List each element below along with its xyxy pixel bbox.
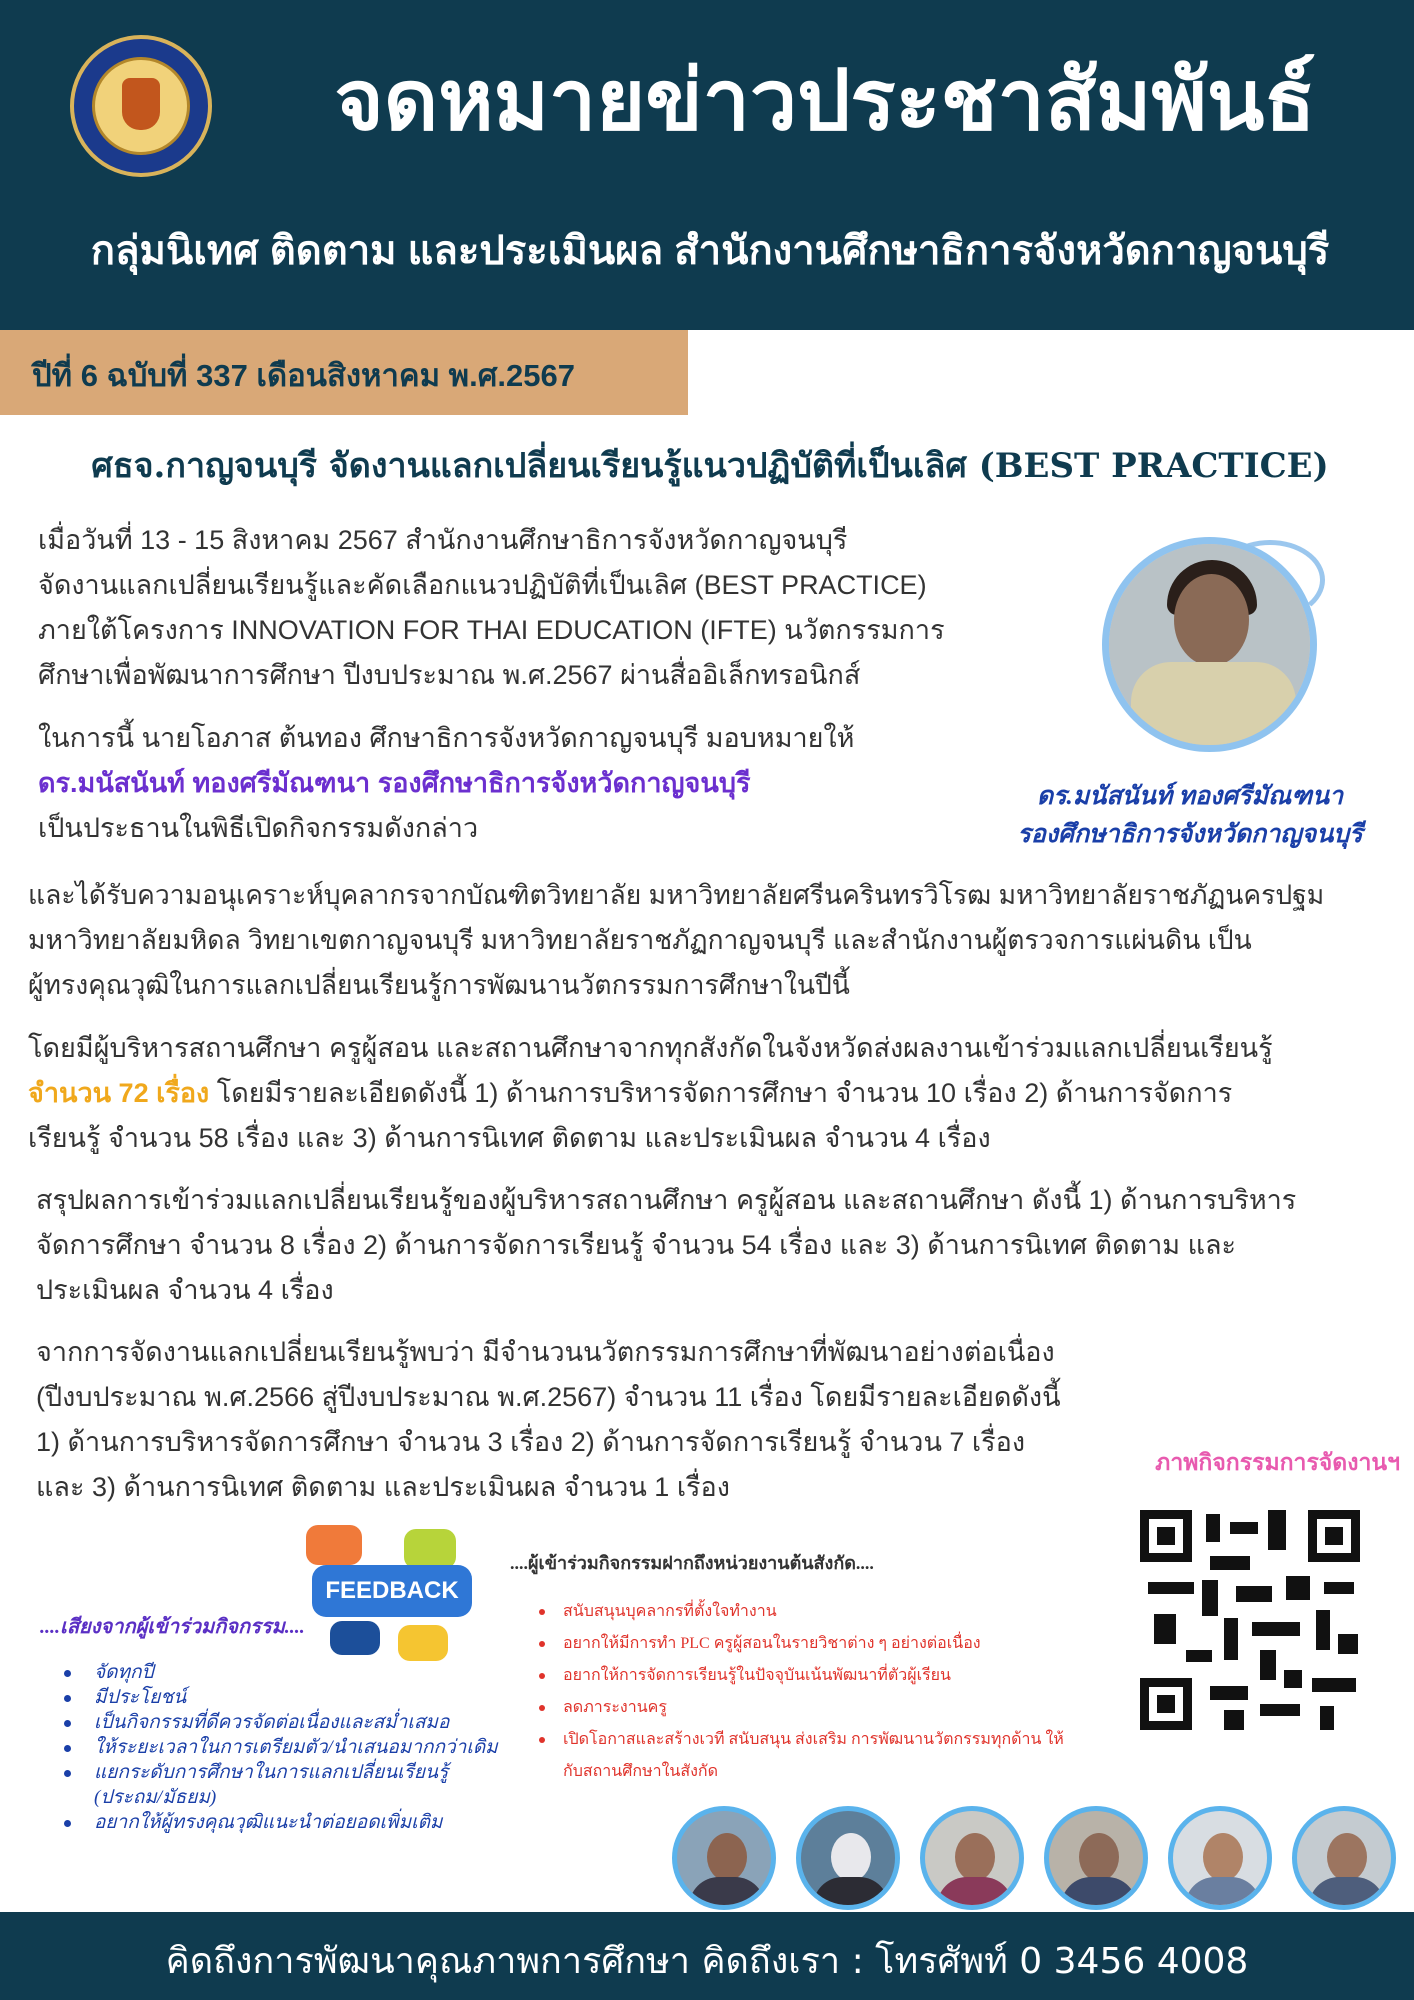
portrait-uniform [1131, 662, 1296, 752]
intro-line: ศึกษาเพื่อพัฒนาการศึกษา ปีงบประมาณ พ.ศ.2567 ผ่านสื่ออิเล็กทรอนิกส์ [38, 660, 861, 690]
qr-finder-top-right [1308, 1510, 1360, 1562]
summary-line: ประเมินผล จำนวน 4 เรื่อง [36, 1275, 334, 1305]
list-item: มีประโยชน์ [60, 1685, 500, 1710]
intro-line: เมื่อวันที่ 13 - 15 สิงหาคม 2567 สำนักงานศึกษาธิการจังหวัดกาญจนบุรี [38, 525, 848, 555]
participant-avatar [1292, 1806, 1396, 1910]
newsletter-title: จดหมายข่าวประชาสัมพันธ์ [334, 53, 1316, 147]
list-item: เปิดโอกาสและสร้างเวที สนับสนุน ส่งเสริม การพัฒนานวัตกรรมทุกด้าน ให้กับสถานศึกษาในสังกัด [535, 1724, 1075, 1788]
participant-photos [672, 1806, 1400, 1911]
portrait-face [1174, 574, 1249, 666]
participant-avatar [672, 1806, 776, 1910]
qr-module [1252, 1622, 1300, 1636]
participant-avatar [796, 1806, 900, 1910]
submissions-line [28, 1071, 1414, 1116]
avatar-torso [813, 1877, 889, 1910]
caption-position: รองศึกษาธิการจังหวัดกาญจนบุรี [1017, 821, 1363, 848]
summary-paragraph [36, 1178, 1414, 1313]
activity-photos-label: ภาพกิจกรรมการจัดงานฯ [1155, 1449, 1400, 1475]
contact-footer: คิดถึงการพัฒนาคุณภาพการศึกษา คิดถึงเรา : โทรศัพท์ 0 3456 4008 [165, 1941, 1249, 1982]
list-item: จัดทุกปี [60, 1660, 500, 1685]
assign-line: เป็นประธานในพิธีเปิดกิจกรรมดังกล่าว [38, 813, 479, 843]
feedback-graphic [300, 1525, 480, 1665]
findings-line: 1) ด้านการบริหารจัดการศึกษา จำนวน 3 เรื่อง 2) ด้านการจัดการเรียนรู้ จำนวน 7 เรื่อง [36, 1427, 1026, 1457]
list-item: สนับสนุนบุคลากรที่ตั้งใจทำงาน [535, 1596, 1075, 1628]
list-item: อยากให้มีการทำ PLC ครูผู้สอนในรายวิชาต่าง ๆ อย่างต่อเนื่อง [535, 1628, 1075, 1660]
avatar-face [707, 1833, 747, 1881]
requests-title: ....ผู้เข้าร่วมกิจกรรมฝากถึงหน่วยงานต้นสังกัด.... [510, 1553, 874, 1573]
speech-bubble-icon [306, 1525, 362, 1565]
department-subtitle: กลุ่มนิเทศ ติดตาม และประเมินผล สำนักงานศึกษาธิการจังหวัดกาญจนบุรี [90, 229, 1330, 273]
issue-info: ปีที่ 6 ฉบับที่ 337 เดือนสิงหาคม พ.ศ.2567 [32, 358, 575, 393]
qr-module [1338, 1634, 1358, 1654]
submission-count-highlight: จำนวน 72 เรื่อง [28, 1078, 210, 1108]
qr-finder-top-left [1140, 1510, 1192, 1562]
avatar-face [1203, 1833, 1243, 1881]
experts-line: ผู้ทรงคุณวุฒิในการแลกเปลี่ยนเรียนรู้การพัฒนานวัตกรรมการศึกษาในปีนี้ [28, 970, 850, 1000]
findings-line: (ปีงบประมาณ พ.ศ.2566 สู่ปีงบประมาณ พ.ศ.2567) จำนวน 11 เรื่อง โดยมีรายละเอียดดังนี้ [36, 1382, 1061, 1412]
avatar-face [831, 1833, 871, 1881]
qr-module [1284, 1670, 1302, 1688]
intro-paragraph [38, 518, 1038, 698]
submissions-line: โดยมีผู้บริหารสถานศึกษา ครูผู้สอน และสถานศึกษาจากทุกสังกัดในจังหวัดส่งผลงานเข้าร่วมแลกเปลี่ยนเรียนรู้ [28, 1033, 1273, 1063]
list-item: แยกระดับการศึกษาในการแลกเปลี่ยนเรียนรู้ (ประถม/มัธยม) [60, 1760, 500, 1810]
qr-module [1320, 1706, 1334, 1730]
qr-code[interactable] [1140, 1510, 1360, 1730]
avatar-face [1327, 1833, 1367, 1881]
participant-avatar [1168, 1806, 1272, 1910]
office-logo [70, 35, 212, 177]
intro-line: จัดงานแลกเปลี่ยนเรียนรู้และคัดเลือกแนวปฏิบัติที่เป็นเลิศ (BEST PRACTICE) [38, 570, 927, 600]
deputy-highlight: ดร.มนัสนันท์ ทองศรีมัณฑนา รองศึกษาธิการจังหวัดกาญจนบุรี [38, 768, 751, 798]
list-item: ลดภาระงานครู [535, 1692, 1075, 1724]
avatar-torso [1185, 1877, 1261, 1910]
qr-module [1148, 1582, 1194, 1594]
submissions-line: เรียนรู้ จำนวน 58 เรื่อง และ 3) ด้านการนิเทศ ติดตาม และประเมินผล จำนวน 4 เรื่อง [28, 1123, 991, 1153]
qr-finder-bottom-left [1140, 1678, 1192, 1730]
participant-avatar [1044, 1806, 1148, 1910]
avatar-torso [689, 1877, 765, 1910]
qr-module [1286, 1576, 1310, 1600]
list-item: อยากให้ผู้ทรงคุณวุฒิแนะนำต่อยอดเพิ่มเติม [60, 1810, 500, 1835]
portrait-caption [980, 778, 1400, 854]
qr-module [1224, 1710, 1244, 1730]
summary-line: จัดการศึกษา จำนวน 8 เรื่อง 2) ด้านการจัดการเรียนรู้ จำนวน 54 เรื่อง และ 3) ด้านการนิเทศ ติดตาม และ [36, 1230, 1237, 1260]
experts-line: และได้รับความอนุเคราะห์บุคลากรจากบัณฑิตวิทยาลัย มหาวิทยาลัยศรีนครินทรวิโรฒ มหาวิทยาลัยราชภัฏนครปฐม [28, 880, 1325, 910]
qr-module [1236, 1586, 1272, 1602]
feedback-title: ....เสียงจากผู้เข้าร่วมกิจกรรม.... [40, 1616, 305, 1638]
avatar-torso [1309, 1877, 1385, 1910]
speech-bubble-icon [330, 1621, 380, 1655]
qr-module [1260, 1650, 1276, 1680]
submissions-paragraph [28, 1026, 1414, 1161]
avatar-torso [937, 1877, 1013, 1910]
avatar-face [955, 1833, 995, 1881]
experts-line: มหาวิทยาลัยมหิดล วิทยาเขตกาญจนบุรี มหาวิทยาลัยราชภัฏกาญจนบุรี และสำนักงานผู้ตรวจการแผ่นดิน เป็น [28, 925, 1252, 955]
feedback-list [60, 1660, 500, 1835]
qr-module [1210, 1556, 1250, 1570]
findings-line: และ 3) ด้านการนิเทศ ติดตาม และประเมินผล จำนวน 1 เรื่อง [36, 1472, 730, 1502]
requests-list [535, 1596, 1075, 1788]
list-item: ให้ระยะเวลาในการเตรียมตัว/นำเสนอมากกว่าเดิม [60, 1735, 500, 1760]
avatar-face [1079, 1833, 1119, 1881]
avatar-torso [1061, 1877, 1137, 1910]
qr-module [1224, 1618, 1238, 1660]
findings-paragraph [36, 1330, 1136, 1510]
qr-module [1206, 1514, 1220, 1542]
emblem-icon [92, 57, 190, 155]
qr-module [1268, 1510, 1286, 1550]
qr-module [1312, 1678, 1356, 1692]
qr-module [1230, 1522, 1258, 1534]
qr-module [1154, 1614, 1176, 1644]
list-item: เป็นกิจกรรมที่ดีควรจัดต่อเนื่องและสม่ำเสมอ [60, 1710, 500, 1735]
speech-bubble-icon [404, 1529, 456, 1569]
qr-module [1324, 1582, 1354, 1594]
submissions-detail: โดยมีรายละเอียดดังนี้ 1) ด้านการบริหารจัดการศึกษา จำนวน 10 เรื่อง 2) ด้านการจัดการ [209, 1078, 1233, 1108]
list-item: อยากให้การจัดการเรียนรู้ในปัจจุบันเน้นพัฒนาที่ตัวผู้เรียน [535, 1660, 1075, 1692]
intro-line: ภายใต้โครงการ INNOVATION FOR THAI EDUCATION (IFTE) นวัตกรรมการ [38, 615, 945, 645]
speech-bubble-icon [398, 1625, 448, 1661]
qr-module [1186, 1650, 1212, 1662]
assign-paragraph [38, 716, 1038, 851]
caption-name: ดร.มนัสนันท์ ทองศรีมัณฑนา [1036, 783, 1344, 810]
qr-module [1202, 1580, 1218, 1616]
findings-line: จากการจัดงานแลกเปลี่ยนเรียนรู้พบว่า มีจำนวนนวัตกรรมการศึกษาที่พัฒนาอย่างต่อเนื่อง [36, 1337, 1055, 1367]
qr-module [1260, 1704, 1300, 1716]
summary-line: สรุปผลการเข้าร่วมแลกเปลี่ยนเรียนรู้ของผู้บริหารสถานศึกษา ครูผู้สอน และสถานศึกษา ดังนี้ 1) ด้านการบริหาร [36, 1185, 1297, 1215]
feedback-badge: FEEDBACK [312, 1565, 472, 1617]
article-headline: ศธจ.กาญจนบุรี จัดงานแลกเปลี่ยนเรียนรู้แนวปฏิบัติที่เป็นเลิศ (BEST PRACTICE) [91, 446, 1329, 486]
qr-module [1316, 1610, 1330, 1650]
participant-avatar [920, 1806, 1024, 1910]
deputy-portrait [1102, 537, 1317, 752]
assign-line: ในการนี้ นายโอภาส ต้นทอง ศึกษาธิการจังหวัดกาญจนบุรี มอบหมายให้ [38, 723, 855, 753]
qr-module [1210, 1686, 1248, 1700]
experts-paragraph [28, 873, 1414, 1008]
